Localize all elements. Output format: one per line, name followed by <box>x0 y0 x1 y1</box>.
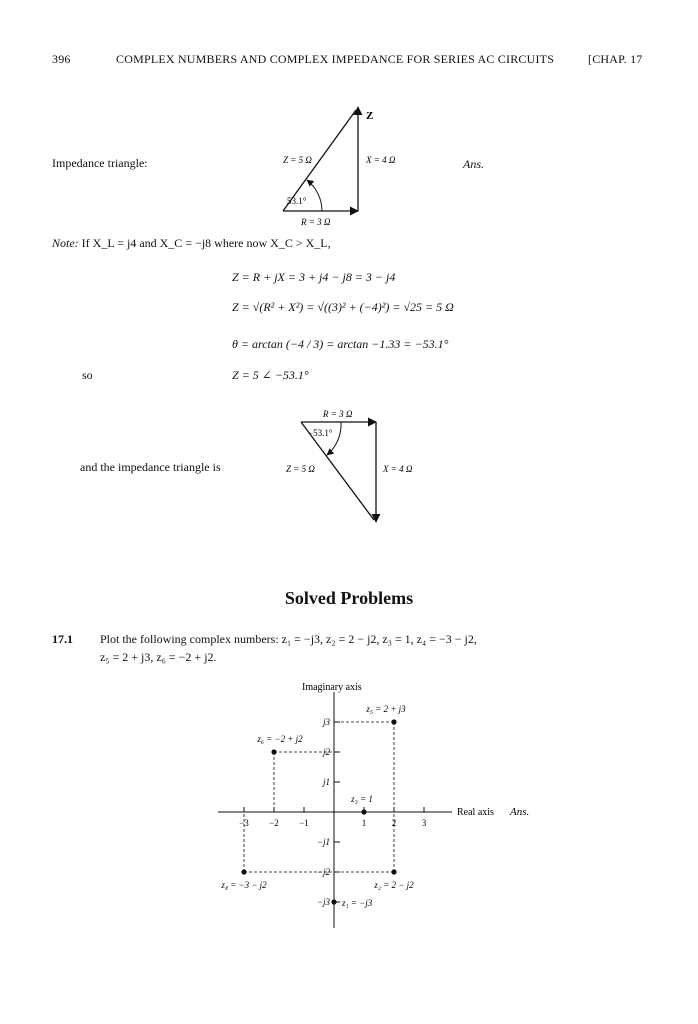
angle-arc <box>307 180 322 211</box>
point-z3 <box>361 809 366 814</box>
point-z1 <box>331 899 336 904</box>
y-tick-label: j2 <box>322 747 330 757</box>
z-label: Z <box>366 110 374 122</box>
point-z5 <box>391 719 396 724</box>
x-tick-label: −3 <box>239 818 249 828</box>
r-label-2: R = 3 Ω <box>323 409 353 419</box>
x-tick-label: 3 <box>421 818 427 828</box>
impedance-triangle-2 <box>0 400 698 530</box>
equation-3: θ = arctan (−4 / 3) = arctan −1.33 = −53.1° <box>232 337 449 351</box>
x-label: X = 4 Ω <box>366 155 396 165</box>
imaginary-axis-label: Imaginary axis <box>302 682 362 693</box>
point-label-z3: z₃ = 1 <box>351 794 373 804</box>
x-tick-label: 1 <box>361 818 367 828</box>
y-tick-label: −j1 <box>316 837 330 847</box>
point-label-z5: z₅ = 2 + j3 <box>366 704 406 714</box>
chapter-label: [CHAP. 17 <box>588 52 643 66</box>
hyp-label-2: Z = 5 Ω <box>286 464 315 474</box>
triangle1-ans: Ans. <box>463 157 484 171</box>
x-label-2: X = 4 Ω <box>383 464 413 474</box>
section-title: Solved Problems <box>284 588 414 608</box>
equation-2: Z = √(R² + X²) = √((3)² + (−4)²) = √25 = 5 Ω <box>232 300 454 314</box>
point-label-z6: z₆ = −2 + j2 <box>257 734 303 744</box>
note-line <box>52 236 331 251</box>
complex-plane-plot <box>0 670 698 940</box>
equation-1: Z = R + jX = 3 + j4 − j8 = 3 − j4 <box>232 270 396 284</box>
point-label-z4: z₄ = −3 − j2 <box>221 880 267 890</box>
y-tick-label: −j2 <box>316 867 330 877</box>
note-lead: Note: <box>52 236 79 250</box>
note-text: If X_L = j4 and X_C = −j8 where now X_C > X_L, <box>81 236 331 250</box>
problem-line-1: Plot the following complex numbers: z₁ = −j3, z₂ = 2 − j2, z₃ = 1, z₄ = −3 − j2, <box>100 632 477 646</box>
point-z2 <box>391 869 396 874</box>
angle-label-2: −53.1° <box>308 428 333 438</box>
point-z6 <box>271 749 276 754</box>
angle-arc-2 <box>327 422 341 455</box>
page-number: 396 <box>52 52 71 66</box>
point-label-z1: z₁ = −j3 <box>342 898 373 908</box>
so-word: so <box>82 368 93 382</box>
equation-4: Z = 5 ∠ −53.1° <box>232 368 309 382</box>
point-label-z2: z₂ = 2 − j2 <box>374 880 414 890</box>
hyp-label: Z = 5 Ω <box>283 155 312 165</box>
r-label: R = 3 Ω <box>301 217 331 227</box>
y-tick-label: j1 <box>322 777 330 787</box>
problem-line-2: z₅ = 2 + j3, z₆ = −2 + j2. <box>100 650 217 664</box>
triangle1-caption: Impedance triangle: <box>52 156 148 170</box>
angle-label: 53.1° <box>287 196 307 206</box>
triangle2-caption: and the impedance triangle is <box>80 460 221 474</box>
impedance-triangle-1 <box>0 0 698 240</box>
real-axis-label: Real axis <box>457 807 494 818</box>
point-z4 <box>241 869 246 874</box>
problem-number: 17.1 <box>52 632 73 646</box>
x-tick-label: −1 <box>299 818 309 828</box>
plot-ans: Ans. <box>510 806 530 818</box>
running-title: COMPLEX NUMBERS AND COMPLEX IMPEDANCE FOR SERIES AC CIRCUITS <box>116 52 555 66</box>
y-tick-label: j3 <box>322 717 330 727</box>
y-tick-label: −j3 <box>316 897 330 907</box>
x-tick-label: 2 <box>391 818 397 828</box>
x-tick-label: −2 <box>269 818 279 828</box>
